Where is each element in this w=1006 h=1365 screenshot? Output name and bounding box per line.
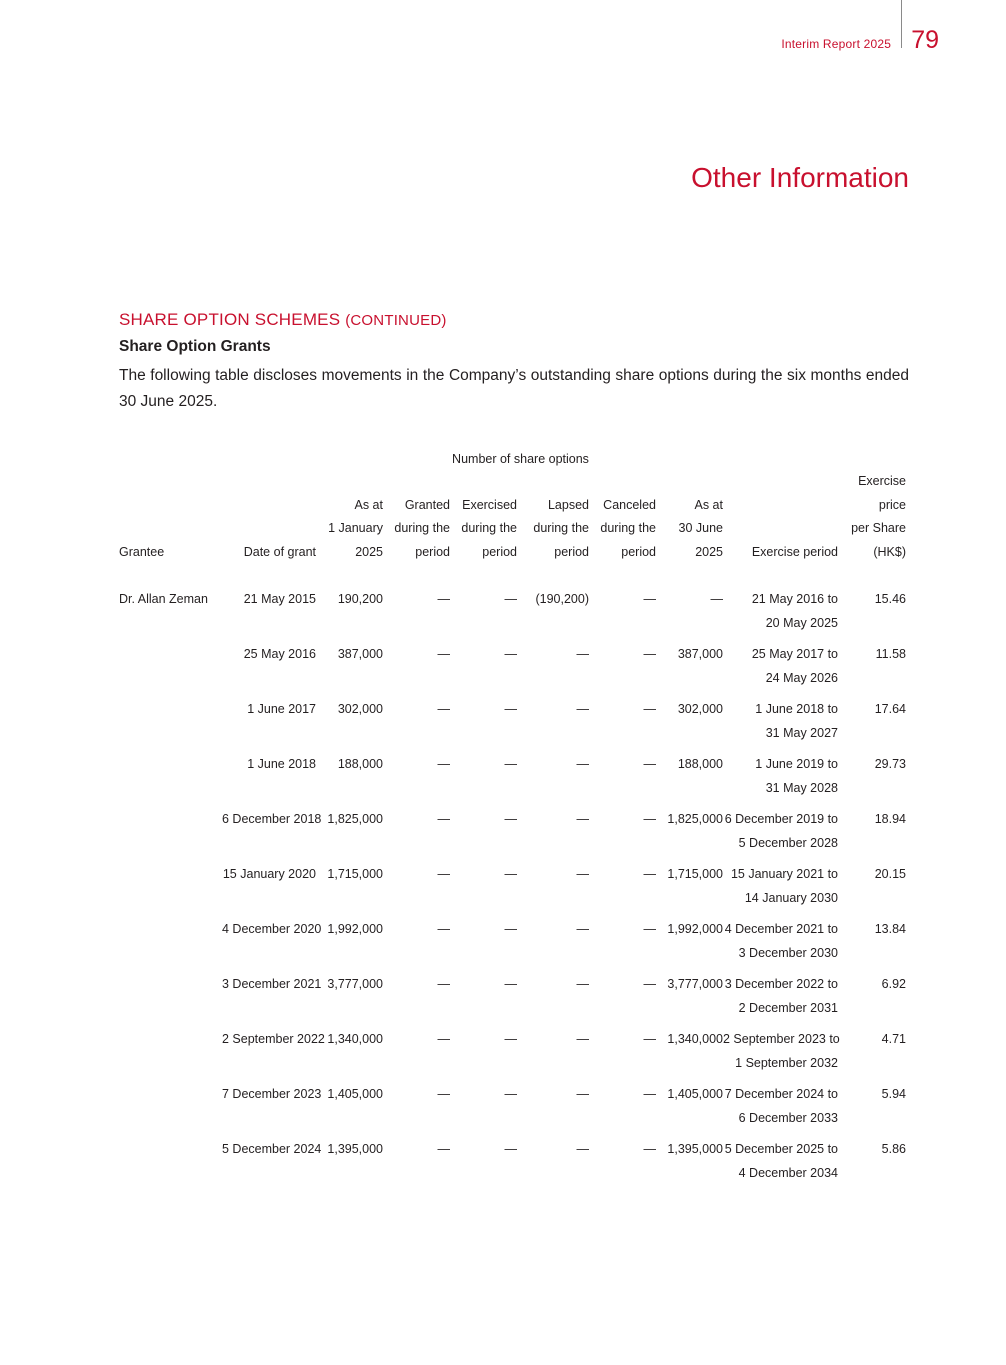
- col-header-as-at-end: As at 30 June 2025: [678, 497, 723, 559]
- cell-lapsed: —: [576, 977, 589, 991]
- cell-granted: —: [437, 812, 450, 826]
- cell-granted: —: [437, 1142, 450, 1156]
- cell-lapsed: —: [576, 647, 589, 661]
- cell-date-of-grant: 7 December 2023: [222, 1087, 322, 1101]
- cell-as-at-start: 1,395,000: [327, 1142, 383, 1156]
- cell-exercise-price: 4.71: [881, 1032, 906, 1046]
- cell-as-at-end: 1,992,000: [667, 922, 723, 936]
- table-row: [119, 918, 906, 973]
- cell-canceled: —: [643, 647, 656, 661]
- cell-as-at-start: 1,340,000: [327, 1032, 383, 1046]
- cell-lapsed: —: [576, 1032, 589, 1046]
- cell-granted: —: [437, 702, 450, 716]
- cell-lapsed: —: [576, 757, 589, 771]
- cell-as-at-start: 1,825,000: [327, 812, 383, 826]
- cell-date-of-grant: 15 January 2020: [222, 867, 316, 881]
- table-row: [119, 1083, 906, 1138]
- cell-canceled: —: [643, 922, 656, 936]
- cell-as-at-end: 188,000: [677, 757, 723, 771]
- cell-exercised: —: [504, 592, 517, 606]
- cell-exercise-period: 1 June 2018 to 31 May 2027: [755, 702, 838, 740]
- cell-granted: —: [437, 1032, 450, 1046]
- cell-lapsed: —: [576, 702, 589, 716]
- cell-lapsed: —: [576, 867, 589, 881]
- cell-grantee: [119, 1028, 222, 1083]
- cell-canceled: —: [643, 702, 656, 716]
- cell-as-at-start: 302,000: [337, 702, 383, 716]
- cell-as-at-end: 302,000: [677, 702, 723, 716]
- cell-granted: —: [437, 592, 450, 606]
- cell-as-at-end: 1,825,000: [667, 812, 723, 826]
- cell-exercise-period: 5 December 2025 to 4 December 2034: [724, 1142, 838, 1180]
- table-row: [119, 588, 906, 643]
- table-row: [119, 698, 906, 753]
- body-content: [119, 310, 909, 415]
- cell-canceled: —: [643, 1032, 656, 1046]
- cell-date-of-grant: 25 May 2016: [243, 647, 316, 661]
- cell-exercise-price: 5.86: [881, 1142, 906, 1156]
- col-header-exercised: Exercised during the period: [461, 497, 517, 559]
- cell-as-at-start: 3,777,000: [327, 977, 383, 991]
- cell-granted: —: [437, 757, 450, 771]
- cell-grantee: Dr. Allan Zeman: [119, 592, 208, 606]
- cell-as-at-end: 387,000: [677, 647, 723, 661]
- cell-date-of-grant: 1 June 2017: [247, 702, 316, 716]
- cell-as-at-start: 190,200: [337, 592, 383, 606]
- cell-granted: —: [437, 867, 450, 881]
- cell-canceled: —: [643, 1142, 656, 1156]
- cell-as-at-end: 1,405,000: [667, 1087, 723, 1101]
- table-row: [119, 1138, 906, 1193]
- cell-exercise-price: 20.15: [874, 867, 906, 881]
- cell-exercise-period: 21 May 2016 to 20 May 2025: [751, 592, 838, 630]
- cell-exercise-price: 15.46: [874, 592, 906, 606]
- cell-date-of-grant: 6 December 2018: [222, 812, 322, 826]
- page-number: 79: [911, 26, 939, 54]
- cell-exercise-price: 18.94: [874, 812, 906, 826]
- cell-grantee: [119, 643, 222, 698]
- cell-as-at-start: 188,000: [337, 757, 383, 771]
- cell-as-at-end: 1,395,000: [667, 1142, 723, 1156]
- cell-exercise-price: 5.94: [881, 1087, 906, 1101]
- cell-exercise-period: 7 December 2024 to 6 December 2033: [724, 1087, 838, 1125]
- cell-exercise-period: 2 September 2023 to 1 September 2032: [723, 1032, 840, 1070]
- cell-exercised: —: [504, 812, 517, 826]
- cell-exercised: —: [504, 977, 517, 991]
- cell-canceled: —: [643, 812, 656, 826]
- table-row: [119, 808, 906, 863]
- cell-exercised: —: [504, 757, 517, 771]
- col-header-grantee: Grantee: [119, 544, 165, 559]
- col-header-date-of-grant: Date of grant: [243, 544, 316, 559]
- cell-as-at-end: 1,340,000: [667, 1032, 723, 1046]
- col-header-as-at-start: As at 1 January 2025: [328, 497, 383, 559]
- cell-exercise-period: 25 May 2017 to 24 May 2026: [751, 647, 838, 685]
- cell-as-at-start: 1,715,000: [327, 867, 383, 881]
- cell-as-at-end: 1,715,000: [667, 867, 723, 881]
- cell-canceled: —: [643, 1087, 656, 1101]
- section-heading-main: SHARE OPTION SCHEMES: [119, 310, 341, 329]
- cell-granted: —: [437, 1087, 450, 1101]
- cell-granted: —: [437, 977, 450, 991]
- cell-exercise-price: 17.64: [874, 702, 906, 716]
- cell-canceled: —: [643, 757, 656, 771]
- cell-granted: —: [437, 647, 450, 661]
- section-heading: [119, 310, 909, 330]
- table-row: [119, 643, 906, 698]
- cell-date-of-grant: 3 December 2021: [222, 977, 322, 991]
- cell-lapsed: —: [576, 1087, 589, 1101]
- cell-grantee: [119, 973, 222, 1028]
- cell-lapsed: —: [576, 1142, 589, 1156]
- table-body: [119, 588, 906, 1193]
- cell-grantee: [119, 808, 222, 863]
- cell-grantee: [119, 698, 222, 753]
- cell-exercise-period: 6 December 2019 to 5 December 2028: [724, 812, 838, 850]
- cell-lapsed: —: [576, 812, 589, 826]
- intro-paragraph: The following table discloses movements in the Company’s outstanding share options during the six months ended 30 June 2025.: [119, 367, 909, 410]
- cell-exercise-price: 29.73: [874, 757, 906, 771]
- cell-canceled: —: [643, 592, 656, 606]
- table-row: [119, 863, 906, 918]
- share-options-table: [119, 470, 906, 1193]
- cell-grantee: [119, 863, 222, 918]
- cell-lapsed: (190,200): [535, 592, 589, 606]
- table-row: [119, 753, 906, 808]
- table-header-row: [119, 470, 906, 588]
- cell-exercise-price: 11.58: [875, 647, 906, 661]
- cell-canceled: —: [643, 867, 656, 881]
- cell-granted: —: [437, 922, 450, 936]
- cell-exercise-period: 15 January 2021 to 14 January 2030: [730, 867, 838, 905]
- cell-exercised: —: [504, 1142, 517, 1156]
- running-header: [781, 28, 939, 52]
- col-header-canceled: Canceled during the period: [600, 497, 656, 559]
- cell-as-at-end: 3,777,000: [667, 977, 723, 991]
- section-heading-suffix: (CONTINUED): [345, 312, 447, 329]
- report-title: Interim Report 2025: [781, 37, 892, 51]
- cell-as-at-end: —: [710, 592, 723, 606]
- table-row: [119, 1028, 906, 1083]
- cell-date-of-grant: 2 September 2022: [222, 1032, 325, 1046]
- col-header-lapsed: Lapsed during the period: [533, 497, 589, 559]
- col-header-granted: Granted during the period: [394, 497, 450, 559]
- cell-exercise-period: 3 December 2022 to 2 December 2031: [724, 977, 838, 1015]
- cell-grantee: [119, 918, 222, 973]
- cell-exercise-price: 6.92: [881, 977, 906, 991]
- cell-exercise-period: 4 December 2021 to 3 December 2030: [724, 922, 838, 960]
- subheading: Share Option Grants: [119, 338, 271, 355]
- table-group-label: Number of share options: [452, 452, 589, 466]
- cell-canceled: —: [643, 977, 656, 991]
- section-title: Other Information: [691, 162, 909, 193]
- table-row: [119, 973, 906, 1028]
- cell-grantee: [119, 1083, 222, 1138]
- cell-as-at-start: 1,405,000: [327, 1087, 383, 1101]
- cell-exercised: —: [504, 867, 517, 881]
- cell-exercised: —: [504, 647, 517, 661]
- cell-exercised: —: [504, 702, 517, 716]
- col-header-exercise-period: Exercise period: [751, 544, 838, 559]
- cell-exercise-period: 1 June 2019 to 31 May 2028: [755, 757, 838, 795]
- cell-date-of-grant: 1 June 2018: [247, 757, 316, 771]
- cell-exercised: —: [504, 922, 517, 936]
- cell-grantee: [119, 753, 222, 808]
- cell-date-of-grant: 21 May 2015: [243, 592, 316, 606]
- cell-as-at-start: 1,992,000: [327, 922, 383, 936]
- cell-as-at-start: 387,000: [337, 647, 383, 661]
- cell-exercise-price: 13.84: [874, 922, 906, 936]
- cell-grantee: [119, 1138, 222, 1193]
- cell-date-of-grant: 4 December 2020: [222, 922, 322, 936]
- col-header-exercise-price: Exercise price per Share (HK$): [851, 474, 906, 559]
- cell-lapsed: —: [576, 922, 589, 936]
- cell-exercised: —: [504, 1087, 517, 1101]
- cell-exercised: —: [504, 1032, 517, 1046]
- cell-date-of-grant: 5 December 2024: [222, 1142, 322, 1156]
- header-divider: [901, 0, 902, 48]
